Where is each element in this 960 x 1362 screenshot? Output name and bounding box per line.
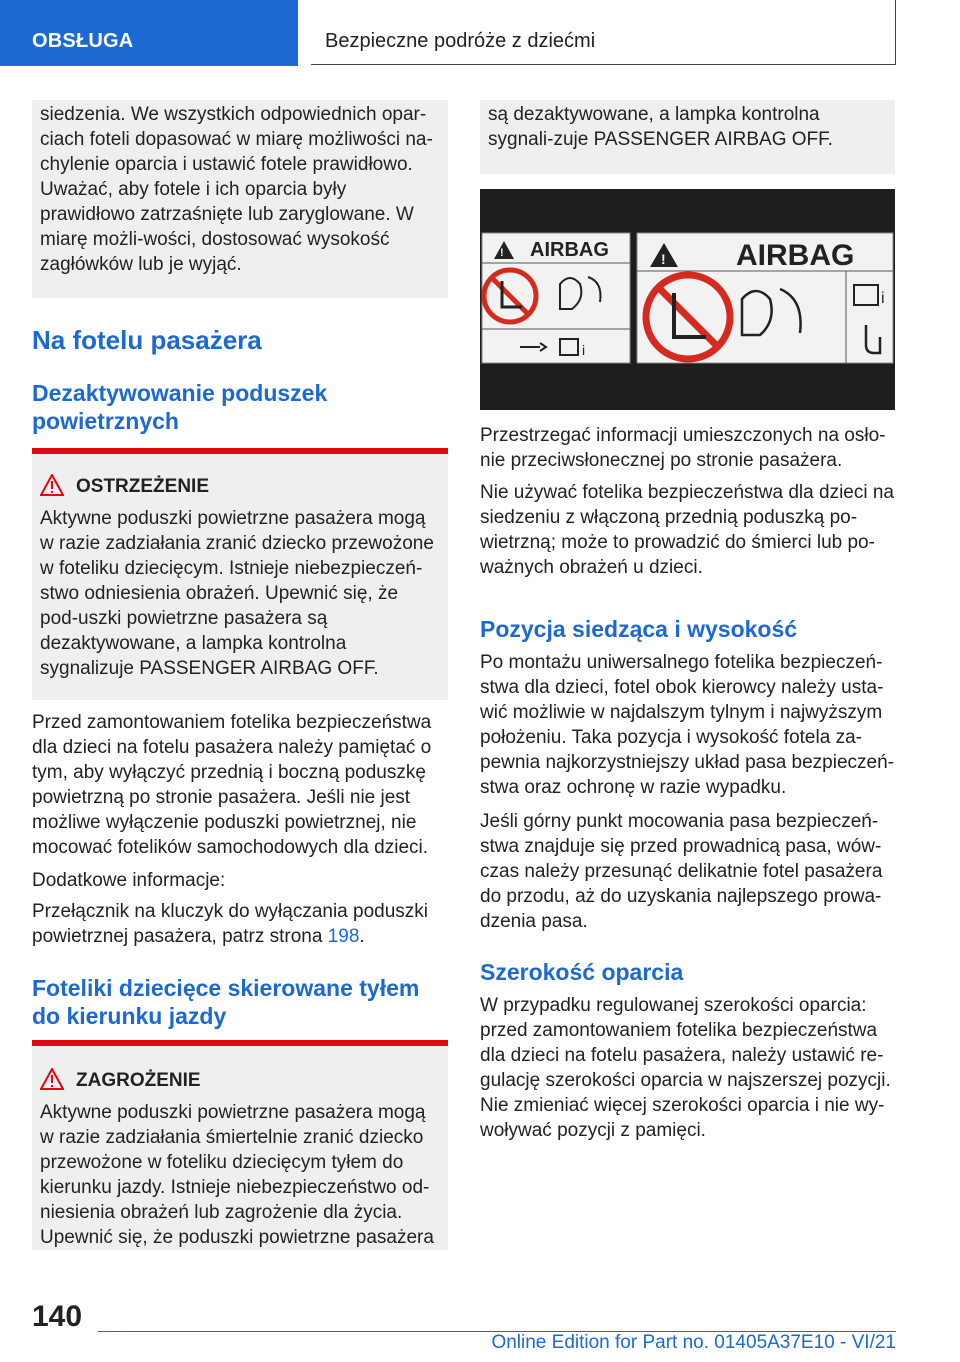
danger-bar [32, 1040, 448, 1046]
danger-box [32, 1040, 448, 1250]
page-number: 140 [32, 1300, 83, 1333]
warning-triangle-icon [40, 474, 64, 496]
airbag-label-photo [480, 189, 895, 410]
paragraph: Po montażu uniwersalnego fotelika bezpieczeń‐stwa dla dzieci, fotel obok kierowcy należy usta‐wić możliwie w najdalszym tylnym i najwyższym położeniu. Taka pozycja i wysokość fotela za‐pewnia najkorzystniejszy układ pasa bezpieczeń‐stwa oraz ochronę w razie wypadku. [480, 652, 895, 798]
svg-text:i: i [881, 290, 885, 307]
warning-triangle-icon [40, 1068, 64, 1090]
paragraph-text: Przełącznik na kluczyk do wyłączania poduszki powietrznej pasażera, patrz strona [32, 901, 429, 947]
danger-label: ZAGROŻENIE [76, 1070, 201, 1091]
topic-tab [311, 0, 896, 65]
svg-text:i: i [582, 342, 586, 358]
section-title: Na fotelu pasażera [32, 325, 262, 355]
subsection-title-backrest-width: Szerokość oparcia [480, 959, 684, 985]
paragraph: W przypadku regulowanej szerokości oparcia: przed zamontowaniem fotelika bezpieczeństwa dla dzieci na fotelu pasażera, należy ustawić re‐gulację szerokości oparcia w najszerszej pozycji. Nie zmieniać więcej szerokości oparcia i nie wy‐woływać pozycji z pamięci. [480, 995, 891, 1141]
subsection-title-deactivate: Dezaktywowanie poduszek powietrznych [32, 380, 328, 434]
continued-text-box [32, 100, 448, 298]
footer-edition: Online Edition for Part no. 01405A37E10 - VI/21 [491, 1332, 896, 1353]
chapter-tab [0, 0, 298, 66]
airbag-label-small-text: AIRBAG [530, 239, 609, 261]
subsection-title-rear-facing: Foteliki dziecięce skierowane tyłem do kierunku jazdy [32, 975, 420, 1029]
paragraph-end: . [359, 926, 365, 947]
continued-text: siedzenia. We wszystkich odpowiednich opar‐ciach foteli dopasować w miarę możliwości na‐chylenie oparcia i ustawić fotele prawidłowo. Uważać, aby fotele i ich oparcia były prawidłowo zatrzaśnięte lub zaryglowane. W miarę możli‐wości, dostosować wysokość zagłówków lub je wyjąć. [40, 104, 433, 275]
subsection-title-seat-position: Pozycja siedząca i wysokość [480, 616, 798, 642]
paragraph: Jeśli górny punkt mocowania pasa bezpieczeń‐stwa znajduje się przed prowadnicą pasa, wów‐czas należy przesunąć delikatnie fotel pasażera do przodu, aż do uzyskania najlepszego prowa‐dzenia pasa. [480, 811, 883, 932]
svg-text:!: ! [661, 251, 666, 267]
svg-text:!: ! [500, 247, 504, 259]
paragraph: Dodatkowe informacje: [32, 870, 226, 891]
topic-label: Bezpieczne podróże z dziećmi [325, 30, 596, 52]
warning-bar [32, 448, 448, 454]
warning-text: Aktywne poduszki powietrzne pasażera mogą w razie zadziałania zranić dziecko przewożone w foteliku dziecięcym. Istnieje niebezpieczeń‐stwo odniesienia obrażeń. Upewnić się, że pod‐uszki powietrzne pasażera są dezaktywowane, a lampka kontrolna sygnalizuje PASSENGER AIRBAG OFF. [40, 508, 434, 679]
airbag-label-large-text: AIRBAG [736, 239, 855, 272]
page-link[interactable]: 198 [327, 926, 360, 947]
paragraph-with-link [32, 899, 448, 949]
warning-box [32, 448, 448, 700]
continued-warning-box [480, 100, 895, 174]
warning-label: OSTRZEŻENIE [76, 476, 210, 497]
continued-warning-text: są dezaktywowane, a lampka kontrolna sygnali‐zuje PASSENGER AIRBAG OFF. [488, 104, 833, 150]
paragraph: Przed zamontowaniem fotelika bezpieczeństwa dla dzieci na fotelu pasażera należy pamiętać o tym, aby wyłączyć przednią i boczną poduszkę powietrzną po stronie pasażera. Jeśli nie jest możliwe wyłączenie poduszki powietrznej, nie mocować fotelików samochodowych dla dzieci. [32, 712, 432, 858]
danger-text: Aktywne poduszki powietrzne pasażera mogą w razie zadziałania śmiertelnie zranić dziecko przewożone w foteliku dziecięcym tyłem do kierunku jazdy. Istnieje niebezpieczeństwo od‐niesienia obrażeń lub zagrożenie dla życia. Upewnić się, że poduszki powietrzne pasażera [40, 1102, 434, 1248]
page-header [0, 0, 960, 66]
paragraph: Przestrzegać informacji umieszczonych na osło‐nie przeciwsłonecznej po stronie pasażera. [480, 425, 886, 471]
paragraph: Nie używać fotelika bezpieczeństwa dla dzieci na siedzeniu z włączoną przednią poduszką po‐wietrzną; może to prowadzić do śmierci lub po‐ważnych obrażeń u dzieci. [480, 482, 894, 578]
airbag-labels-illustration [480, 189, 895, 410]
chapter-label: OBSŁUGA [32, 30, 134, 52]
